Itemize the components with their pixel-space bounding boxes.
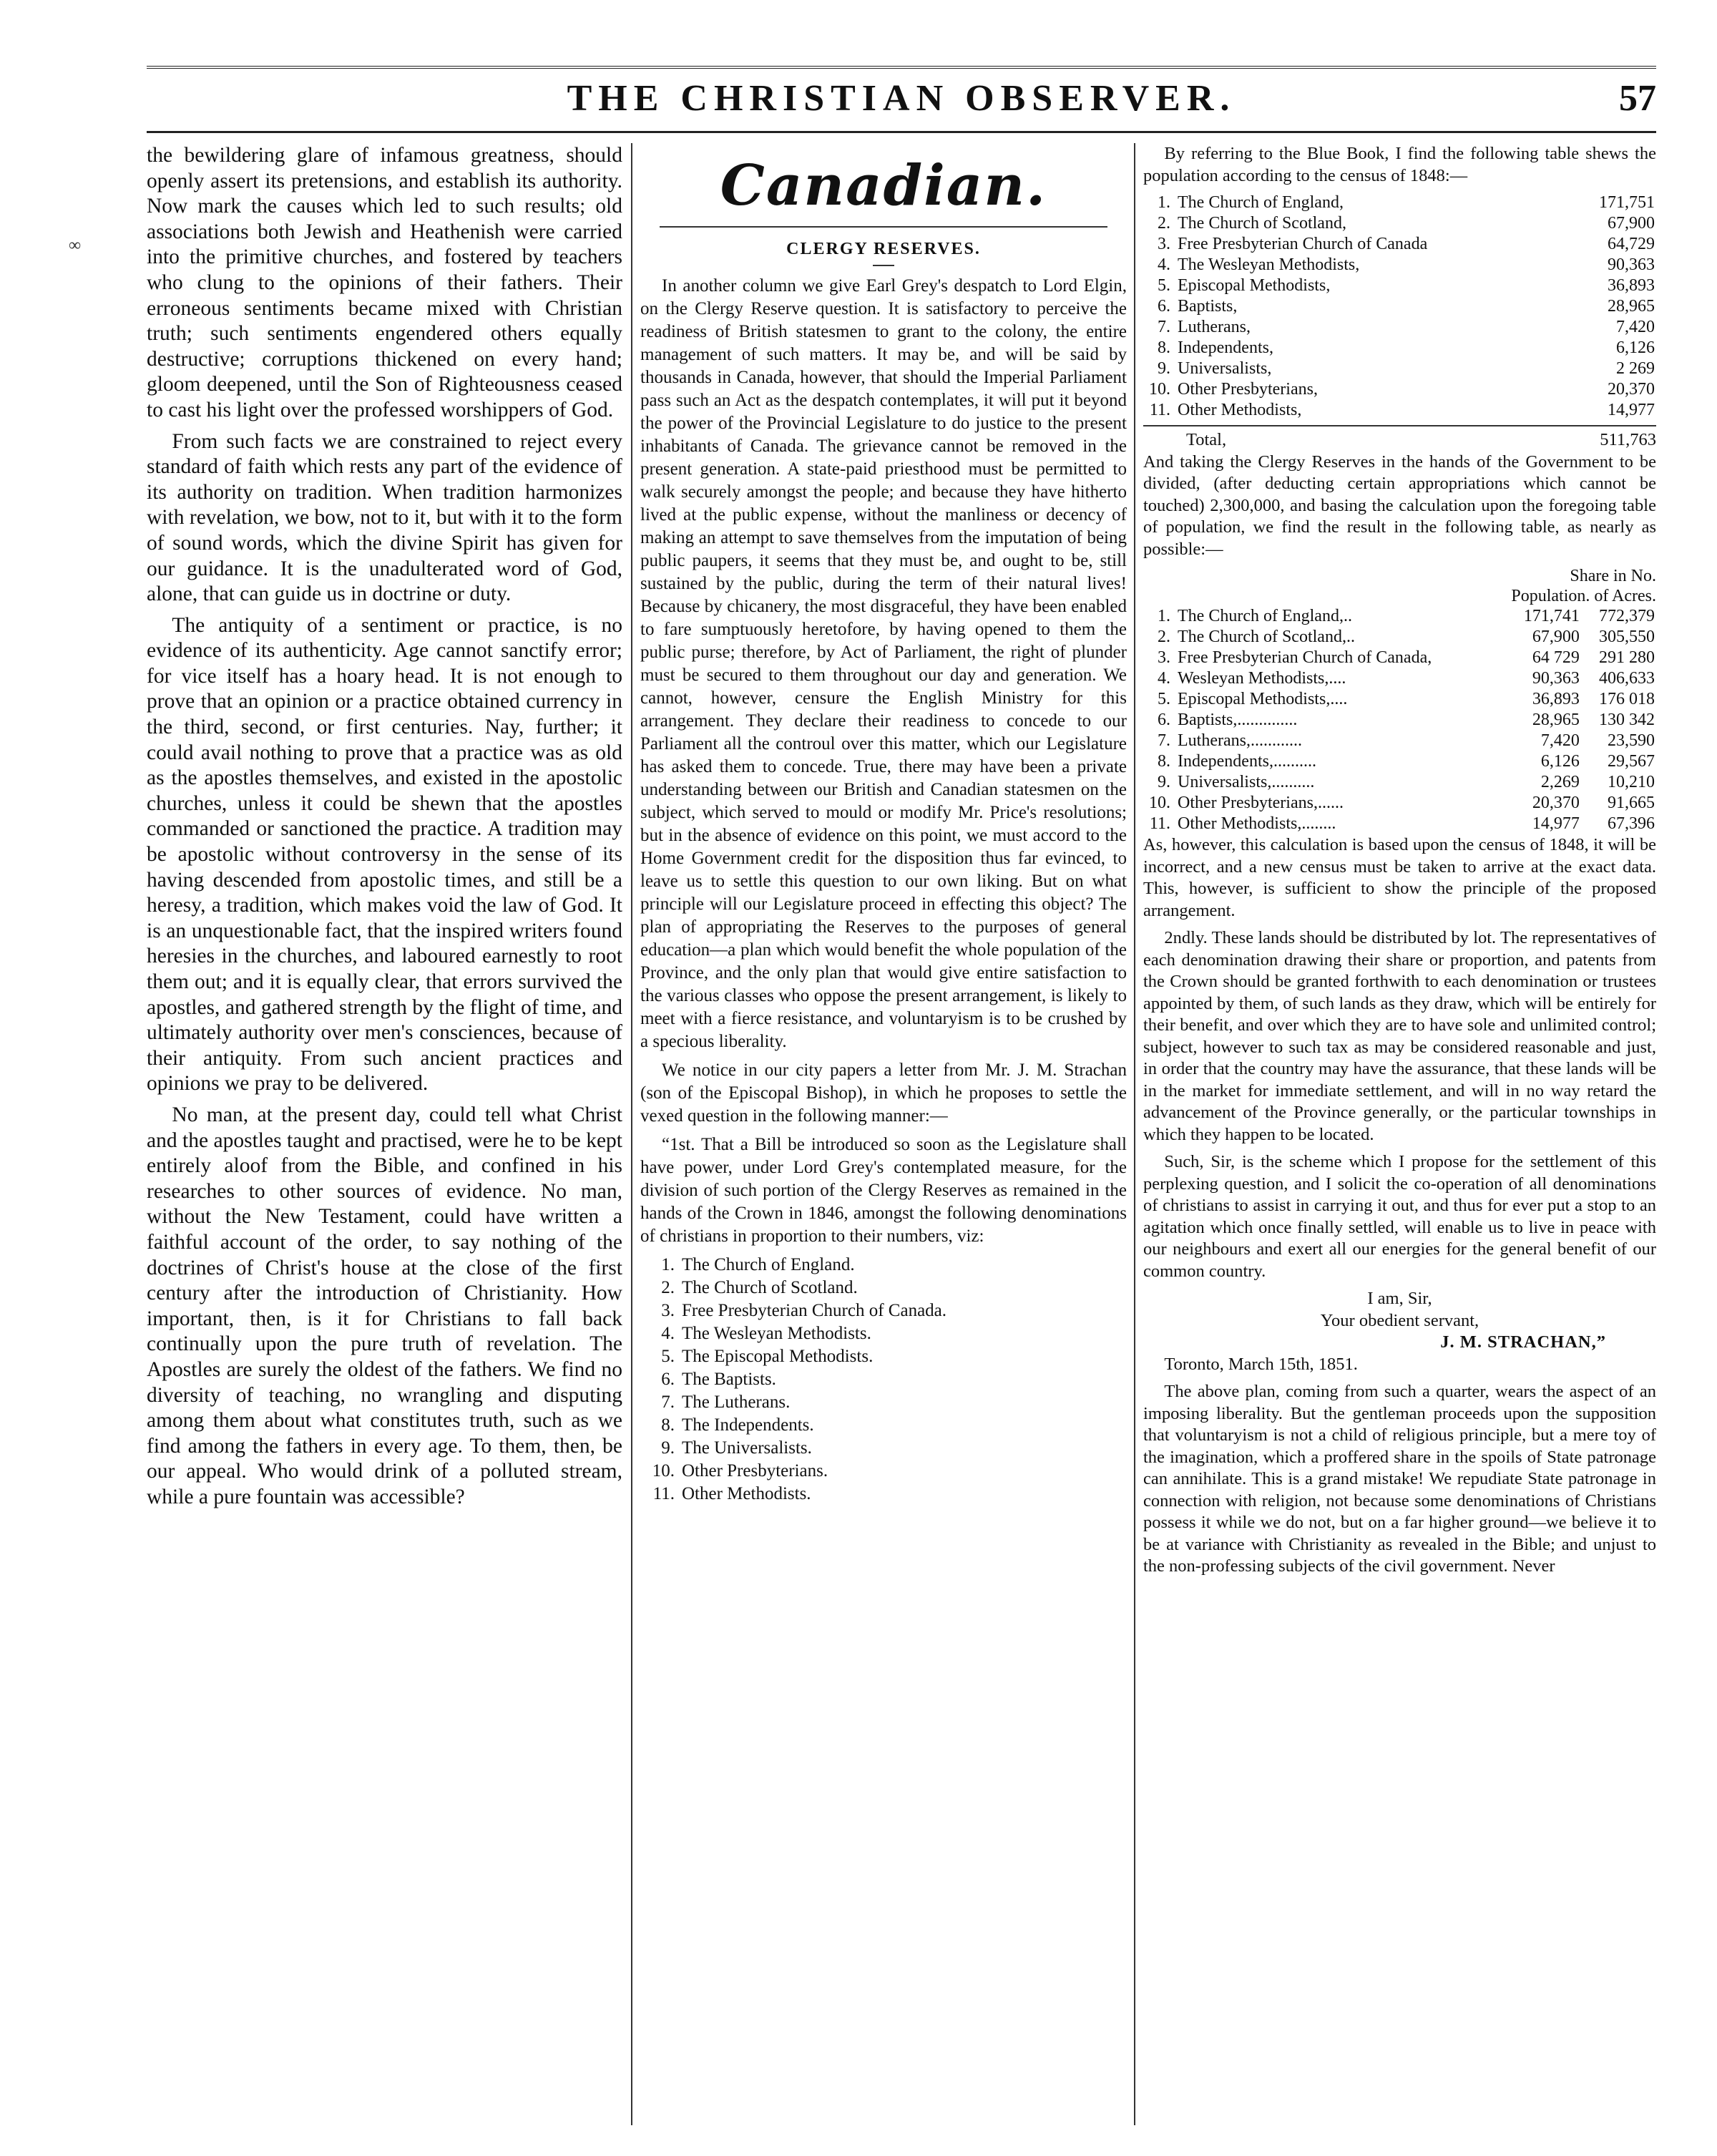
margin-mark: ∞ bbox=[69, 236, 82, 255]
column-divider-2 bbox=[1134, 143, 1135, 2125]
top-double-rule bbox=[147, 66, 1656, 69]
table-row: 1. The Church of England, 171,751 bbox=[1158, 193, 1655, 212]
table-row: 9. Universalists, 2 269 bbox=[1158, 359, 1655, 378]
table-row: 5. Episcopal Methodists,.... 36,893 176 018 bbox=[1158, 690, 1655, 708]
section-title: Canadian. bbox=[720, 153, 1047, 218]
list-item: 3. Free Presbyterian Church of Canada. bbox=[661, 1301, 947, 1320]
table-row: 8. Independents, 6,126 bbox=[1158, 338, 1655, 357]
table-row: 2. The Church of Scotland,.. 67,900 305,550 bbox=[1158, 628, 1655, 646]
table-row: 6. Baptists,.............. 28,965 130 342 bbox=[1158, 711, 1655, 729]
table-row: 11. Other Methodists, 14,977 bbox=[1149, 401, 1655, 419]
share-table-header bbox=[1143, 566, 1656, 606]
total-label: Total, bbox=[1186, 430, 1227, 449]
signoff-line: I am, Sir, bbox=[1367, 1289, 1432, 1308]
list-item: 11. Other Methodists. bbox=[652, 1484, 811, 1503]
paragraph: As, however, this calculation is based upon the census of 1848, it will be incorrect, and a new census must be taken to arrive at the exact data. This, however, is sufficient to show the principle of the proposed arrangement. bbox=[1143, 835, 1656, 920]
column-divider-1 bbox=[631, 143, 632, 2125]
paragraph: 2ndly. These lands should be distributed by lot. The representatives of each denomination drawing their share or proportion, and patents from the Crown should be granted forthwith to each denomination or trustees appointed by them, of such lands as they draw, which will be entirely for their benefit, and over which they are to have sole and unlimited control; subject, however to such tax as may be considered reasonable and just, in order that the country may have the assurance, that these lands will be in the market for immediate settlement, and will in no way retard the advancement of the Province generally, or the particular townships in which they happen to be located. bbox=[1143, 928, 1656, 1144]
total-value: 511,763 bbox=[1600, 430, 1656, 449]
total-row bbox=[1143, 425, 1656, 452]
subheading: CLERGY RESERVES. bbox=[786, 240, 981, 258]
section-rule bbox=[660, 226, 1107, 228]
paragraph: We notice in our city papers a letter from Mr. J. M. Strachan (son of the Episcopal Bishop), in which he proposes to settle the vexed question in the following manner:— bbox=[640, 1060, 1127, 1126]
list-item: 8. The Independents. bbox=[661, 1415, 814, 1435]
table-row: 9. Universalists,.......... 2,269 10,210 bbox=[1158, 773, 1655, 791]
table-row: 7. Lutherans, 7,420 bbox=[1158, 318, 1655, 336]
paragraph: Such, Sir, is the scheme which I propose for the settlement of this perplexing question, and I solicit the co-operation of all denominations of christians to assist in carrying it out, and thus for ever put a stop to an agitation which once finally settled, will enable us to live in peace with our neighbours and exert all our energies for the general benefit of our common country. bbox=[1143, 1152, 1656, 1281]
table-row: 4. The Wesleyan Methodists, 90,363 bbox=[1158, 255, 1655, 274]
table-row: 3. Free Presbyterian Church of Canada 64,729 bbox=[1158, 235, 1655, 253]
list-item: 7. The Lutherans. bbox=[661, 1392, 791, 1412]
paragraph: No man, at the present day, could tell what Christ and the apostles taught and practised, were he to be kept entirely aloof from the Bible, and confined in his researches to other sources of evidence. No man, without the New Testament, could have written a faithful account of the order, to say nothing of the doctrines of Christ's house at the close of the first century after the introduction of Christianity. How important, then, is it for Christians to fall back continually upon the pure truth of revelation. The Apostles are surely the oldest of the fathers. We find no diversity of teaching, no wrangling and disputing among them about what constitutes truth, such as we find among the fathers in every age. To them, then, be our appeal. Who would drink of a polluted stream, while a pure fountain was accessible? bbox=[147, 1103, 622, 1508]
subheading-rule bbox=[873, 265, 894, 266]
page-header bbox=[147, 77, 1656, 127]
list-item: 10. Other Presbyterians. bbox=[652, 1461, 828, 1481]
table-row: 7. Lutherans,............ 7,420 23,590 bbox=[1158, 731, 1655, 750]
list-item: 6. The Baptists. bbox=[661, 1370, 776, 1389]
table-row: 1. The Church of England,.. 171,741 772,379 bbox=[1158, 607, 1655, 625]
share-header-line: Population. of Acres. bbox=[1511, 587, 1656, 605]
header-rule bbox=[147, 131, 1656, 133]
table-row: 8. Independents,.......... 6,126 29,567 bbox=[1158, 752, 1655, 771]
paragraph: The above plan, coming from such a quarter, wears the aspect of an imposing liberality. But the gentleman proceeds upon the supposition that voluntaryism is not a child of religious principle, but a mere toy of the imagination, which a proffered share in the spoils of State patronage can annihilate. This is a grand mistake! We repudiate State patronage in connection with religion, not because some denominations of Christians possess it while we do not, but on a far higher ground—we believe it to be at variance with Christianity as revealed in the Bible; and unjust to the non-professing subjects of the civil government. Never bbox=[1143, 1382, 1656, 1576]
list-item: 1. The Church of England. bbox=[661, 1255, 855, 1274]
share-table bbox=[1143, 606, 1656, 834]
table-row: 6. Baptists, 28,965 bbox=[1158, 297, 1655, 316]
list-item: 9. The Universalists. bbox=[661, 1438, 812, 1458]
population-table bbox=[1143, 192, 1656, 421]
table-row: 3. Free Presbyterian Church of Canada, 64 729 291 280 bbox=[1158, 648, 1655, 667]
paragraph: From such facts we are constrained to reject every standard of faith which rests any part of the evidence of its authority on tradition. When tradition harmonizes with revelation, we bow, not to it, but with it to the form of sound words, which the divine Spirit has given for our guidance. It is the unadulterated word of God, alone, that can guide us in doctrine or duty. bbox=[147, 429, 622, 606]
denominations-list bbox=[640, 1254, 1127, 1506]
paragraph: “1st. That a Bill be introduced so soon as the Legislature shall have power, under Lord Grey's contemplated measure, for the division of such portion of the Clergy Reserves as remained in the hands of the Crown in 1846, amongst the following denominations of christians in proportion to their numbers, viz: bbox=[640, 1135, 1127, 1246]
list-item: 2. The Church of Scotland. bbox=[661, 1278, 858, 1297]
list-item: 5. The Episcopal Methodists. bbox=[661, 1347, 874, 1366]
table-row: 11. Other Methodists,........ 14,977 67,396 bbox=[1149, 814, 1655, 833]
column-3 bbox=[1143, 143, 1656, 2125]
share-header-line: Share in No. bbox=[1570, 567, 1656, 585]
signatory-name: J. M. STRACHAN,” bbox=[1440, 1332, 1606, 1352]
page-number: 57 bbox=[1619, 78, 1656, 119]
column-2 bbox=[640, 143, 1127, 2125]
table-row: 10. Other Presbyterians,...... 20,370 91,665 bbox=[1149, 794, 1655, 812]
paragraph: And taking the Clergy Reserves in the hands of the Government to be divided, (after deducting certain appropriations which cannot be touched) 2,300,000, and basing the calculation upon the foregoing table of population, we find the result in the following table, as nearly as possible:— bbox=[1143, 452, 1656, 559]
publication-title: THE CHRISTIAN OBSERVER. bbox=[567, 78, 1236, 119]
table-row: 2. The Church of Scotland, 67,900 bbox=[1158, 214, 1655, 233]
dateline: Toronto, March 15th, 1851. bbox=[1164, 1354, 1358, 1374]
paragraph: The antiquity of a sentiment or practice, is no evidence of its authenticity. Age cannot sanctify error; for vice itself has a hoary head. It is not enough to prove that an opinion or a practice obtained currency in the third, second, or first centuries. Nay, further; it could avail nothing to prove that a practice was as old as the apostles themselves, and existed in the apostolic churches, unless it could be shewn that the apostles commanded or sanctioned the practice. A tradition may be apostolic without controversy in the sense of its having descended from apostolic times, and still be a heresy, a tradition, which makes void the law of God. It is an unquestionable fact, that the inspired writers found heresies in the churches, and laboured earnestly to root them out; and it is equally clear, that errors survived the apostles, and gathered strength by the flight of time, and ultimately authority over men's consciences, because of their antiquity. From such ancient practices and opinions we pray to be delivered. bbox=[147, 613, 622, 1096]
list-item: 4. The Wesleyan Methodists. bbox=[661, 1324, 871, 1343]
table-row: 4. Wesleyan Methodists,.... 90,363 406,633 bbox=[1158, 669, 1655, 688]
signoff-line: Your obedient servant, bbox=[1320, 1310, 1479, 1330]
paragraph: the bewildering glare of infamous greatness, should openly assert its pretensions, and establish its authority. Now mark the causes which led to such results; old associations both Jewish and Heathenish were carried into the primitive churches, and fostered by teachers who clung to the opinions of their fathers. Their erroneous sentiments became mixed with Christian truth; such sentiments engendered others equally destructive; corruptions thickened on every hand; gloom deepened, until the Son of Righteousness ceased to cast his light over the professed worshippers of God. bbox=[147, 144, 622, 421]
column-1 bbox=[147, 143, 622, 2125]
table-row: 5. Episcopal Methodists, 36,893 bbox=[1158, 276, 1655, 295]
table-row: 10. Other Presbyterians, 20,370 bbox=[1149, 380, 1655, 399]
paragraph: In another column we give Earl Grey's despatch to Lord Elgin, on the Clergy Reserve question. It is satisfactory to perceive the readiness of British statesmen to grant to the colony, the entire management of such matters. It may be, and will be said by thousands in Canada, however, that should the Imperial Parliament pass such an Act as the despatch contemplates, it will put it beyond the power of the Provincial Legislature to do justice to the present inhabitants of Canada. The grievance cannot be removed in the present generation. A state-paid priesthood must be permitted to walk securely amongst the people; and because they have hitherto lived at the public expense, without the manliness or decency of making an attempt to save themselves from the imputation of being public paupers, it seems that they must be, and ought to be, still sustained by the public, during the term of their natural lives! Because by chicanery, the most disgraceful, they have been enabled to fare sumptuously heretofore, by having opened to them the public purse; therefore, by Act of Parliament, the right of plunder must be secured to them throughout our day and generation. We cannot, however, censure the English Ministry for this arrangement. They declare their readiness to concede to our Parliament all the controul over this matter, which our Legislature has asked them to concede. True, there may have been a private understanding between our British and Canadian statesmen on the subject, which served to mould or modify Mr. Price's resolutions; but in the absence of evidence on this point, we must accord to the Home Government credit for the disposition thus far evinced, to leave us to settle this question to our own liking. But on what principle will our Legislature proceed in effecting this object? The plan of appropriating the Reserves to the purposes of general education—a plan which would benefit the whole population of the Province, and the only plan that would give entire satisfaction to the various classes who oppose the present arrangement, is likely to meet with a fierce resistance, and voluntaryism is to be crushed by a specious liberality. bbox=[640, 276, 1127, 1051]
paragraph: By referring to the Blue Book, I find the following table shews the population according to the census of 1848:— bbox=[1143, 144, 1656, 185]
